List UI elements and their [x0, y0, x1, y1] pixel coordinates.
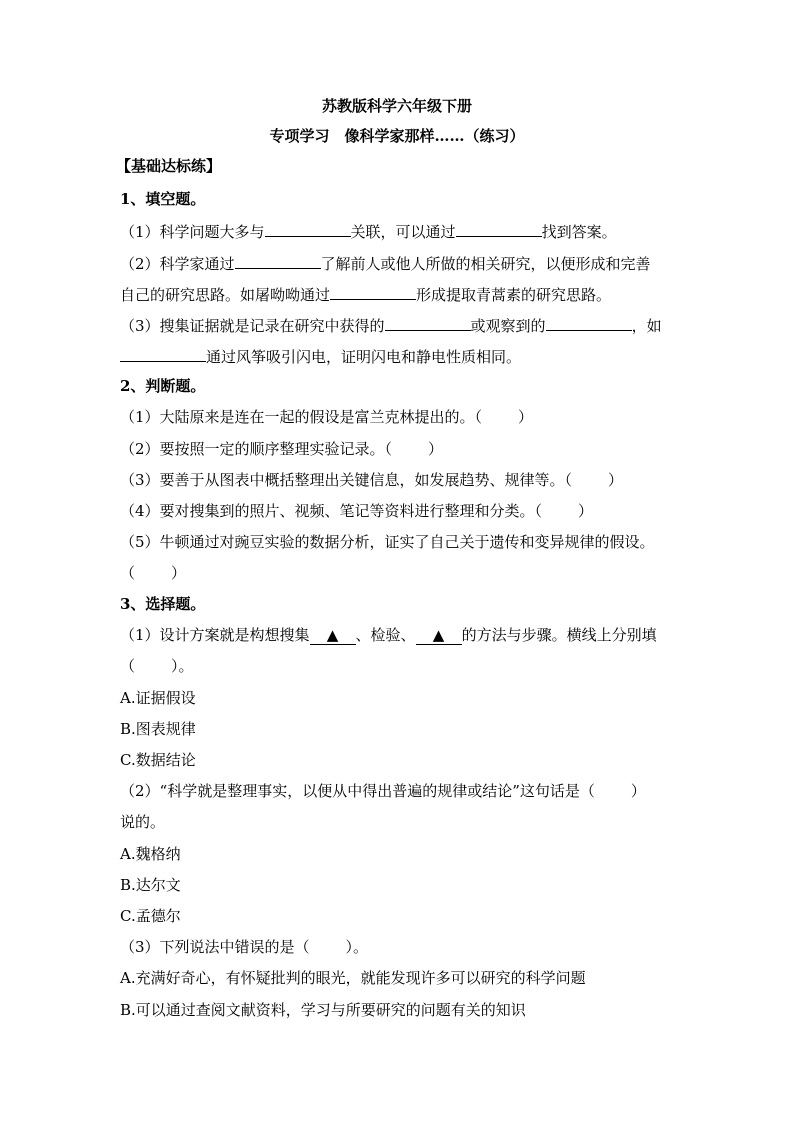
choice-option: B.可以通过查阅文献资料，学习与所要研究的问题有关的知识: [120, 1001, 526, 1019]
choice-question-1-cont: [120, 656, 194, 676]
fill-question-3-cont: [120, 345, 521, 367]
judge-close-paren: ）: [578, 502, 594, 520]
choice-q2-text-a: （2）“科学就是整理事实，以便从中得出普遍的规律或结论”这句话是（: [120, 782, 595, 800]
answer-blank[interactable]: [120, 345, 206, 362]
choice-option: A.证据假设: [120, 689, 196, 707]
choice-option: B.达尔文: [120, 876, 181, 894]
judge-item-cont: [120, 563, 186, 583]
answer-blank[interactable]: [456, 220, 542, 237]
judge-item-text: （1）大陆原来是连在一起的假设是富兰克林提出的。（: [120, 408, 483, 426]
fill-q2-text-c: 自己的研究思路。如屠呦呦通过: [120, 286, 331, 304]
choice-q1-text-d: （: [120, 657, 136, 675]
judge-item: [120, 470, 623, 490]
choice-heading: 3、选择题。: [120, 595, 206, 613]
choice-q1-text-a: （1）设计方案就是构想搜集: [120, 626, 310, 644]
document-subtitle: 专项学习 像科学家那样……（练习）: [269, 127, 525, 145]
answer-blank[interactable]: [385, 314, 471, 331]
choice-question-1: [120, 625, 657, 645]
choice-option: C.孟德尔: [120, 907, 181, 925]
fill-q2-text-d: 形成提取青蒿素的研究思路。: [416, 286, 612, 304]
judge-close-paren: ）: [171, 564, 187, 582]
fill-q2-text-a: （2）科学家通过: [120, 255, 235, 273]
choice-q1-text-e: ）。: [171, 657, 194, 675]
judge-item: [120, 407, 533, 427]
fill-q1-text-c: 找到答案。: [541, 223, 617, 241]
fill-heading: 1、填空题。: [120, 190, 206, 208]
judge-item-text: （3）要善于从图表中概括整理出关键信息，如发展趋势、规律等。（: [120, 471, 573, 489]
answer-blank[interactable]: [546, 314, 632, 331]
fill-q3-text-a: （3）搜集证据就是记录在研究中获得的: [120, 317, 385, 335]
choice-q3-text-b: ）。: [345, 938, 369, 956]
choice-q1-text-c: 的方法与步骤。横线上分别填: [461, 626, 657, 644]
choice-question-2-cont: 说的。: [120, 813, 166, 831]
triangle-icon: ▲: [326, 626, 339, 644]
choice-q2-text-b: ）: [630, 782, 646, 800]
fill-question-1: [120, 220, 617, 242]
judge-item: [120, 501, 593, 521]
section-heading: 【基础达标练】: [116, 157, 222, 175]
answer-blank[interactable]: [330, 283, 416, 300]
choice-option: C.数据结论: [120, 751, 196, 769]
judge-heading: 2、判断题。: [120, 377, 206, 395]
answer-blank[interactable]: [235, 252, 321, 269]
choice-q1-text-b: 、检验、: [355, 626, 416, 644]
choice-option: A.魏格纳: [120, 845, 181, 863]
judge-close-paren: ）: [518, 408, 534, 426]
judge-item-text: （5）牛顿通过对豌豆实验的数据分析，证实了自己关于遗传和变异规律的假设。: [120, 533, 655, 551]
fill-question-2: [120, 252, 651, 274]
triangle-blank: [310, 627, 356, 645]
judge-item: [120, 439, 443, 459]
choice-q3-text-a: （3）下列说法中错误的是（: [120, 938, 310, 956]
judge-close-paren: ）: [428, 440, 444, 458]
fill-q2-text-b: 了解前人或他人所做的相关研究，以便形成和完善: [320, 255, 651, 273]
answer-blank[interactable]: [265, 220, 351, 237]
judge-item: [120, 532, 655, 552]
triangle-blank: [416, 627, 462, 645]
choice-option: B.图表规律: [120, 720, 196, 738]
fill-question-2-cont: [120, 283, 611, 305]
fill-q1-text-a: （1）科学问题大多与: [120, 223, 265, 241]
fill-q3-text-b: 或观察到的: [470, 317, 546, 335]
choice-question-3: [120, 937, 368, 957]
fill-q1-text-b: 关联，可以通过: [350, 223, 456, 241]
judge-item-text: （4）要对搜集到的照片、视频、笔记等资料进行整理和分类。（: [120, 502, 543, 520]
judge-open-paren: （: [120, 564, 136, 582]
choice-option: A.充满好奇心，有怀疑批判的眼光，就能发现许多可以研究的科学问题: [120, 969, 586, 987]
fill-q3-text-d: 通过风筝吸引闪电，证明闪电和静电性质相同。: [206, 348, 522, 366]
fill-question-3: [120, 314, 662, 336]
document-title: 苏教版科学六年级下册: [321, 97, 472, 115]
judge-item-text: （2）要按照一定的顺序整理实验记录。（: [120, 440, 393, 458]
triangle-icon: ▲: [432, 626, 445, 644]
choice-question-2: [120, 781, 646, 801]
fill-q3-text-c: ，如: [631, 317, 662, 335]
judge-close-paren: ）: [608, 471, 624, 489]
